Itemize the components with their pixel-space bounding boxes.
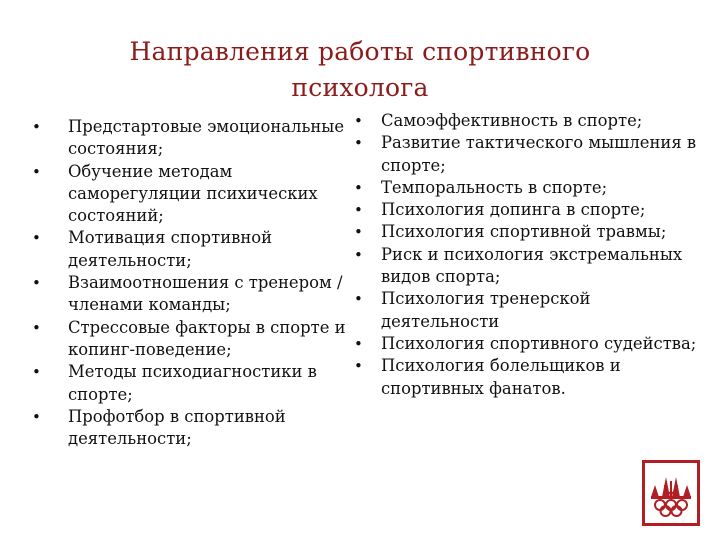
list-item [354,355,697,400]
bullet-icon: • [32,229,41,248]
list-item [354,199,697,221]
bullet-icon: • [32,318,41,337]
bullet-icon: • [32,162,41,181]
olympic-emblem-icon [642,460,700,526]
list-item [32,361,360,406]
right-bullet-list [354,110,697,400]
list-item [354,132,697,177]
list-item-text: Предстартовые эмоциональные состояния; [68,117,345,159]
list-item [32,317,360,362]
list-item-text: Развитие тактического мышления в спорте; [381,133,697,175]
bullet-icon: • [354,112,363,130]
olympic-emblem-graphic [645,463,697,523]
bullet-icon: • [354,223,363,242]
list-item-text: Темпоральность в спорте; [381,177,608,197]
bullet-icon: • [354,245,363,264]
bullet-icon: • [354,134,363,153]
bullet-icon: • [354,334,363,353]
left-bullet-list [32,116,360,450]
list-item-text: Профотбор в спортивной деятельности; [68,406,286,449]
list-item [354,288,697,333]
list-item-text: Методы психодиагностики в спорте; [68,362,317,404]
list-item-text: Мотивация спортивной деятельности; [68,228,273,270]
list-item [32,406,360,451]
bullet-icon: • [354,201,363,220]
list-item [32,116,360,161]
bullet-icon: • [354,290,363,309]
list-item-text: Психология спортивного судейства; [381,333,697,353]
list-item-text: Стрессовые факторы в спорте и копинг-поведение; [68,317,346,359]
list-item-text: Психология спортивной травмы; [381,222,667,242]
list-item [354,244,697,289]
bullet-icon: • [354,178,363,197]
list-item [32,161,360,228]
list-item-text: Психология допинга в спорте; [381,200,646,220]
bullet-icon: • [32,407,41,426]
list-item-text: Психология тренерской деятельности [381,289,591,331]
list-item [354,110,697,132]
list-item [354,177,697,199]
list-item-text: Риск и психология экстремальных видов спорта; [381,244,683,287]
bullet-icon: • [32,118,41,136]
bullet-icon: • [32,363,41,382]
list-item [32,227,360,272]
bullet-icon: • [354,357,363,376]
list-item [354,221,697,243]
bullet-icon: • [32,274,41,293]
page-title: Направления работы спортивного психолога [129,37,591,102]
list-item-text: Психология болельщиков и спортивных фанатов. [381,356,621,398]
list-item-text: Взаимоотношения с тренером / членами команды; [68,273,343,315]
list-item [354,333,697,355]
list-item-text: Самоэффективность в спорте; [381,111,643,130]
list-item [32,272,360,317]
list-item-text: Обучение методам саморегуляции психических состояний; [68,161,318,226]
